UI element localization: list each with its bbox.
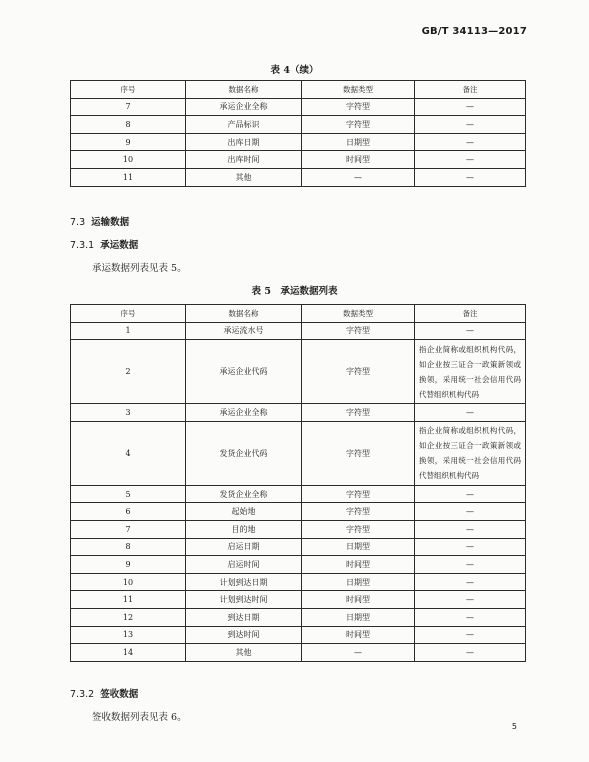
table-cell: 启运时间 [186, 556, 302, 574]
table-cell: 日期型 [302, 133, 415, 151]
table-cell: 承运流水号 [186, 322, 302, 340]
table-cell: 日期型 [302, 538, 415, 556]
table-cell: 13 [71, 626, 186, 644]
table-cell: 9 [71, 133, 186, 151]
table-row [71, 608, 526, 626]
paragraph-7-3-1: 承运数据列表见表 5。 [92, 263, 187, 274]
table5-header-note: 备注 [415, 305, 526, 323]
section-heading-7-3-2 [70, 686, 138, 700]
table-cell: 到达日期 [186, 608, 302, 626]
section-title: 运输数据 [91, 217, 130, 228]
table-cell: 日期型 [302, 608, 415, 626]
table-cell: 字符型 [302, 421, 415, 485]
table-row [71, 421, 526, 485]
table-cell: — [302, 168, 415, 186]
section-number: 7.3.2 [70, 689, 95, 700]
table-cell: 字符型 [302, 116, 415, 134]
table-5 [70, 304, 526, 662]
table-cell: 时间型 [302, 591, 415, 609]
table-row [71, 404, 526, 422]
table-row [71, 573, 526, 591]
table-cell: — [415, 116, 526, 134]
table-row [71, 520, 526, 538]
table-cell: 承运企业代码 [186, 340, 302, 404]
table-cell: 承运企业全称 [186, 98, 302, 116]
table-cell: — [415, 133, 526, 151]
table-cell: — [415, 591, 526, 609]
section-number: 7.3 [70, 217, 86, 228]
table-cell: 起始地 [186, 503, 302, 521]
paragraph-7-3-2: 签收数据列表见表 6。 [92, 712, 187, 723]
table-cell: — [415, 485, 526, 503]
table-row [71, 556, 526, 574]
section-heading-7-3-1 [70, 237, 138, 251]
table-row [71, 98, 526, 116]
table-cell: 到达时间 [186, 626, 302, 644]
page-number: 5 [511, 722, 517, 731]
section-title: 签收数据 [100, 689, 139, 700]
table-cell: 发货企业全称 [186, 485, 302, 503]
table-cell: 计划到达时间 [186, 591, 302, 609]
table-cell: — [302, 644, 415, 662]
table-cell: 字符型 [302, 520, 415, 538]
standard-code: GB/T 34113—2017 [421, 26, 527, 37]
table-cell: — [415, 322, 526, 340]
table-cell: 时间型 [302, 626, 415, 644]
table5-header-index: 序号 [71, 305, 186, 323]
table-cell: 字符型 [302, 340, 415, 404]
table-cell: — [415, 573, 526, 591]
table-row [71, 340, 526, 404]
table-cell: 2 [71, 340, 186, 404]
table-row [71, 116, 526, 134]
table-cell: 字符型 [302, 322, 415, 340]
table-cell: — [415, 626, 526, 644]
table-row [71, 485, 526, 503]
table4-header-name: 数据名称 [186, 81, 302, 99]
table-cell: 7 [71, 98, 186, 116]
table-cell: 字符型 [302, 98, 415, 116]
table-cell: 11 [71, 591, 186, 609]
table-cell: 8 [71, 538, 186, 556]
section-number: 7.3.1 [70, 240, 95, 251]
table-row [71, 591, 526, 609]
table-cell: 字符型 [302, 485, 415, 503]
table-cell: 8 [71, 116, 186, 134]
table-row [71, 151, 526, 169]
table-cell-note: 指企业简称或组织机构代码，如企业按三证合一政策新领或换领，采用统一社会信用代码代替组织机构代码 [415, 421, 526, 485]
table-cell: 发货企业代码 [186, 421, 302, 485]
table-cell: 11 [71, 168, 186, 186]
table-cell: 日期型 [302, 573, 415, 591]
table-row [71, 133, 526, 151]
table-cell: 字符型 [302, 503, 415, 521]
table-cell: 7 [71, 520, 186, 538]
table-4 [70, 80, 526, 187]
table5-header-type: 数据类型 [302, 305, 415, 323]
table-cell: 计划到达日期 [186, 573, 302, 591]
table-cell: 9 [71, 556, 186, 574]
table-cell: 10 [71, 151, 186, 169]
table-cell: 目的地 [186, 520, 302, 538]
section-heading-7-3 [70, 214, 129, 228]
table-cell: — [415, 520, 526, 538]
table-cell: 10 [71, 573, 186, 591]
table-cell: 启运日期 [186, 538, 302, 556]
table-row [71, 626, 526, 644]
table-row [71, 538, 526, 556]
table-cell: 产品标识 [186, 116, 302, 134]
table-cell: 其他 [186, 644, 302, 662]
table-row [71, 322, 526, 340]
table-cell: — [415, 151, 526, 169]
table-cell: — [415, 644, 526, 662]
table-row [71, 644, 526, 662]
table-cell: 时间型 [302, 556, 415, 574]
table-row [71, 503, 526, 521]
table-cell: 出库时间 [186, 151, 302, 169]
table-cell: 1 [71, 322, 186, 340]
table-cell: 承运企业全称 [186, 404, 302, 422]
table-cell: 4 [71, 421, 186, 485]
table4-header-index: 序号 [71, 81, 186, 99]
table-cell: — [415, 608, 526, 626]
table-cell: — [415, 503, 526, 521]
table-cell: 6 [71, 503, 186, 521]
table-cell: 14 [71, 644, 186, 662]
table-cell: 12 [71, 608, 186, 626]
table-cell: 其他 [186, 168, 302, 186]
table-cell: 5 [71, 485, 186, 503]
table4-caption: 表 4（续） [270, 65, 319, 76]
table-cell: 3 [71, 404, 186, 422]
table-cell: 时间型 [302, 151, 415, 169]
table-cell: — [415, 404, 526, 422]
table-cell-note: 指企业简称或组织机构代码，如企业按三证合一政策新领或换领，采用统一社会信用代码代替组织机构代码 [415, 340, 526, 404]
table5-header-name: 数据名称 [186, 305, 302, 323]
section-title: 承运数据 [100, 240, 139, 251]
table-cell: — [415, 556, 526, 574]
table-cell: — [415, 168, 526, 186]
table-cell: 字符型 [302, 404, 415, 422]
table-cell: — [415, 538, 526, 556]
table5-caption: 表 5 承运数据列表 [251, 286, 338, 297]
table-cell: 出库日期 [186, 133, 302, 151]
table4-header-type: 数据类型 [302, 81, 415, 99]
table4-header-note: 备注 [415, 81, 526, 99]
table-cell: — [415, 98, 526, 116]
table-row [71, 168, 526, 186]
